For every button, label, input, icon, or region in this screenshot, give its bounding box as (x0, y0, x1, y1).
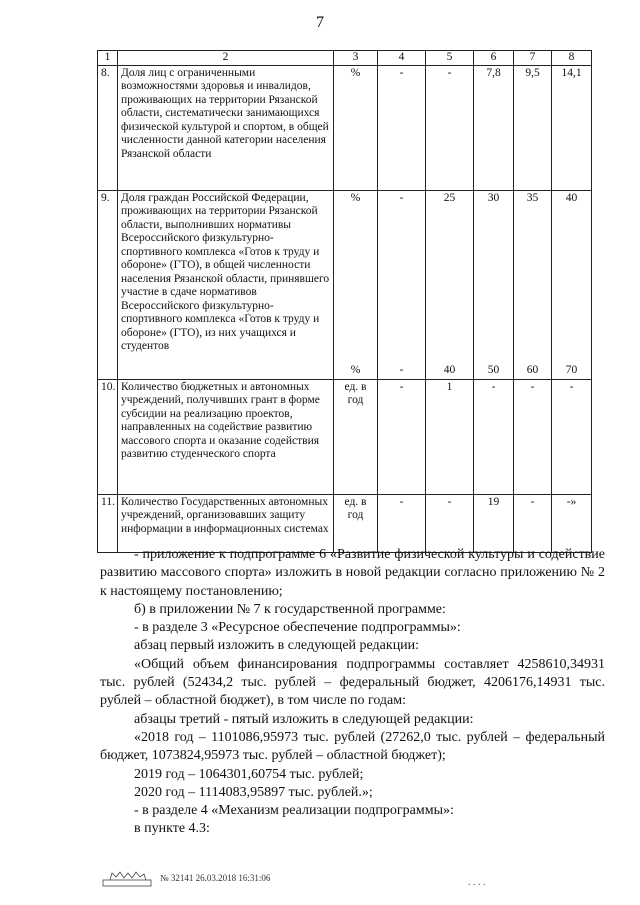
value-cell: 1 (426, 379, 474, 494)
paragraph: 2020 год – 1114083,95897 тыс. рублей.»; (134, 784, 373, 800)
paragraph: абзацы третий - пятый изложить в следующей редакции: (134, 711, 474, 727)
value-cell: 30 (487, 191, 500, 204)
paragraph: б) в приложении № 7 к государственной программе: (134, 601, 446, 617)
row-number: 9. (98, 190, 118, 379)
value-cell: - (378, 494, 426, 552)
value-cell: - (514, 379, 552, 494)
col-header: 8 (552, 51, 592, 66)
row-number: 10. (98, 379, 118, 494)
col-header: 1 (98, 51, 118, 66)
value-cell: - (474, 379, 514, 494)
paragraph: - в разделе 3 «Ресурсное обеспечение подпрограммы»: (134, 620, 461, 636)
value-cell: 60 (526, 364, 539, 376)
value-cell: 9,5 (514, 65, 552, 190)
paragraph: - в разделе 4 «Механизм реализации подпрограммы»: (134, 803, 454, 819)
scan-mark: . . . . (468, 877, 486, 888)
paragraph: «Общий объем финансирования подпрограммы составляет 4258610,34931 тыс. рублей (52434,2 тыс. рублей – федеральный бюджет, 4206176,14931 тыс. рублей – областной бюджет), в том числе по годам: (100, 656, 605, 709)
value-cell: 40 (443, 364, 456, 376)
value-cell: - (514, 494, 552, 552)
value-cell: 7,8 (474, 65, 514, 190)
indicator-text: Количество бюджетных и автономных учреждений, получивших грант в форме субсидии на реализацию проектов, направленных на содействие развитию массового спорта и оказание содействия развитию студенческого спорта (118, 379, 334, 494)
value-cell: 19 (474, 494, 514, 552)
indicator-text: Количество Государственных автономных учреждений, организовавших защиту информации в информационных системах (118, 494, 334, 552)
unit-cell: % (350, 364, 361, 376)
paragraph: в пункте 4.3: (134, 821, 210, 837)
col-header: 5 (426, 51, 474, 66)
col-header: 6 (474, 51, 514, 66)
col-header: 4 (378, 51, 426, 66)
value-cell: 14,1 (552, 65, 592, 190)
paragraph: 2019 год – 1064301,60754 тыс. рублей; (134, 766, 364, 782)
registration-stamp: № 32141 26.03.2018 16:31:06 (160, 873, 271, 883)
value-cell: - (378, 65, 426, 190)
footer (102, 869, 270, 887)
value-cell: - (426, 65, 474, 190)
value-cell: 40 (565, 191, 578, 204)
col-header: 7 (514, 51, 552, 66)
unit-cell: ед. в год (334, 379, 378, 494)
table-header-row (98, 51, 592, 66)
indicator-text: Доля граждан Российской Федерации, проживающих на территории Рязанской области, выполнивших нормативы Всероссийского физкультурно-спортивного комплекса «Готов к труду и обороне» (ГТО), в общей численности населения Рязанской области, принявшего участие в сдаче нормативов Всероссийского физкультурно-спортивного комплекса «Готов к труду и обороне» (ГТО), из них учащихся и студентов (118, 190, 334, 379)
value-cell: - (399, 191, 404, 204)
value-cell: - (378, 379, 426, 494)
paragraph: - приложение к подпрограмме 6 «Развитие физической культуры и содействие развитию массового спорта» изложить в новой редакции согласно приложению № 2 к настоящему постановлению; (100, 547, 605, 599)
table-row (98, 379, 592, 494)
value-cell: 35 (526, 191, 539, 204)
paragraph: «2018 год – 1101086,95973 тыс. рублей (27262,0 тыс. рублей – федеральный бюджет, 1073824,95973 тыс. рублей – областной бюджет); (100, 729, 605, 764)
col-header: 2 (118, 51, 334, 66)
value-cell: -» (552, 494, 592, 552)
table-row (98, 494, 592, 552)
value-cell: - (399, 364, 404, 376)
value-cell: 25 (443, 191, 456, 204)
value-cell: - (426, 494, 474, 552)
registry-logo-icon (102, 869, 152, 887)
paragraph: абзац первый изложить в следующей редакции: (134, 638, 420, 654)
body-text (100, 546, 605, 839)
table-row (98, 190, 592, 379)
page-number: 7 (316, 14, 324, 31)
unit-cell: % (350, 191, 361, 204)
col-header: 3 (334, 51, 378, 66)
row-number: 11. (98, 494, 118, 552)
unit-cell: ед. в год (334, 494, 378, 552)
value-cell: - (552, 379, 592, 494)
value-cell: 50 (487, 364, 500, 376)
unit-cell: % (334, 65, 378, 190)
value-cell: 70 (565, 364, 578, 376)
table-row (98, 65, 592, 190)
indicator-text: Доля лиц с ограниченными возможностями здоровья и инвалидов, проживающих на территории Рязанской области, систематически занимающихся физической культурой и спортом, в общей численности данной категории населения Рязанской области (118, 65, 334, 190)
indicators-table (97, 50, 592, 553)
row-number: 8. (98, 65, 118, 190)
